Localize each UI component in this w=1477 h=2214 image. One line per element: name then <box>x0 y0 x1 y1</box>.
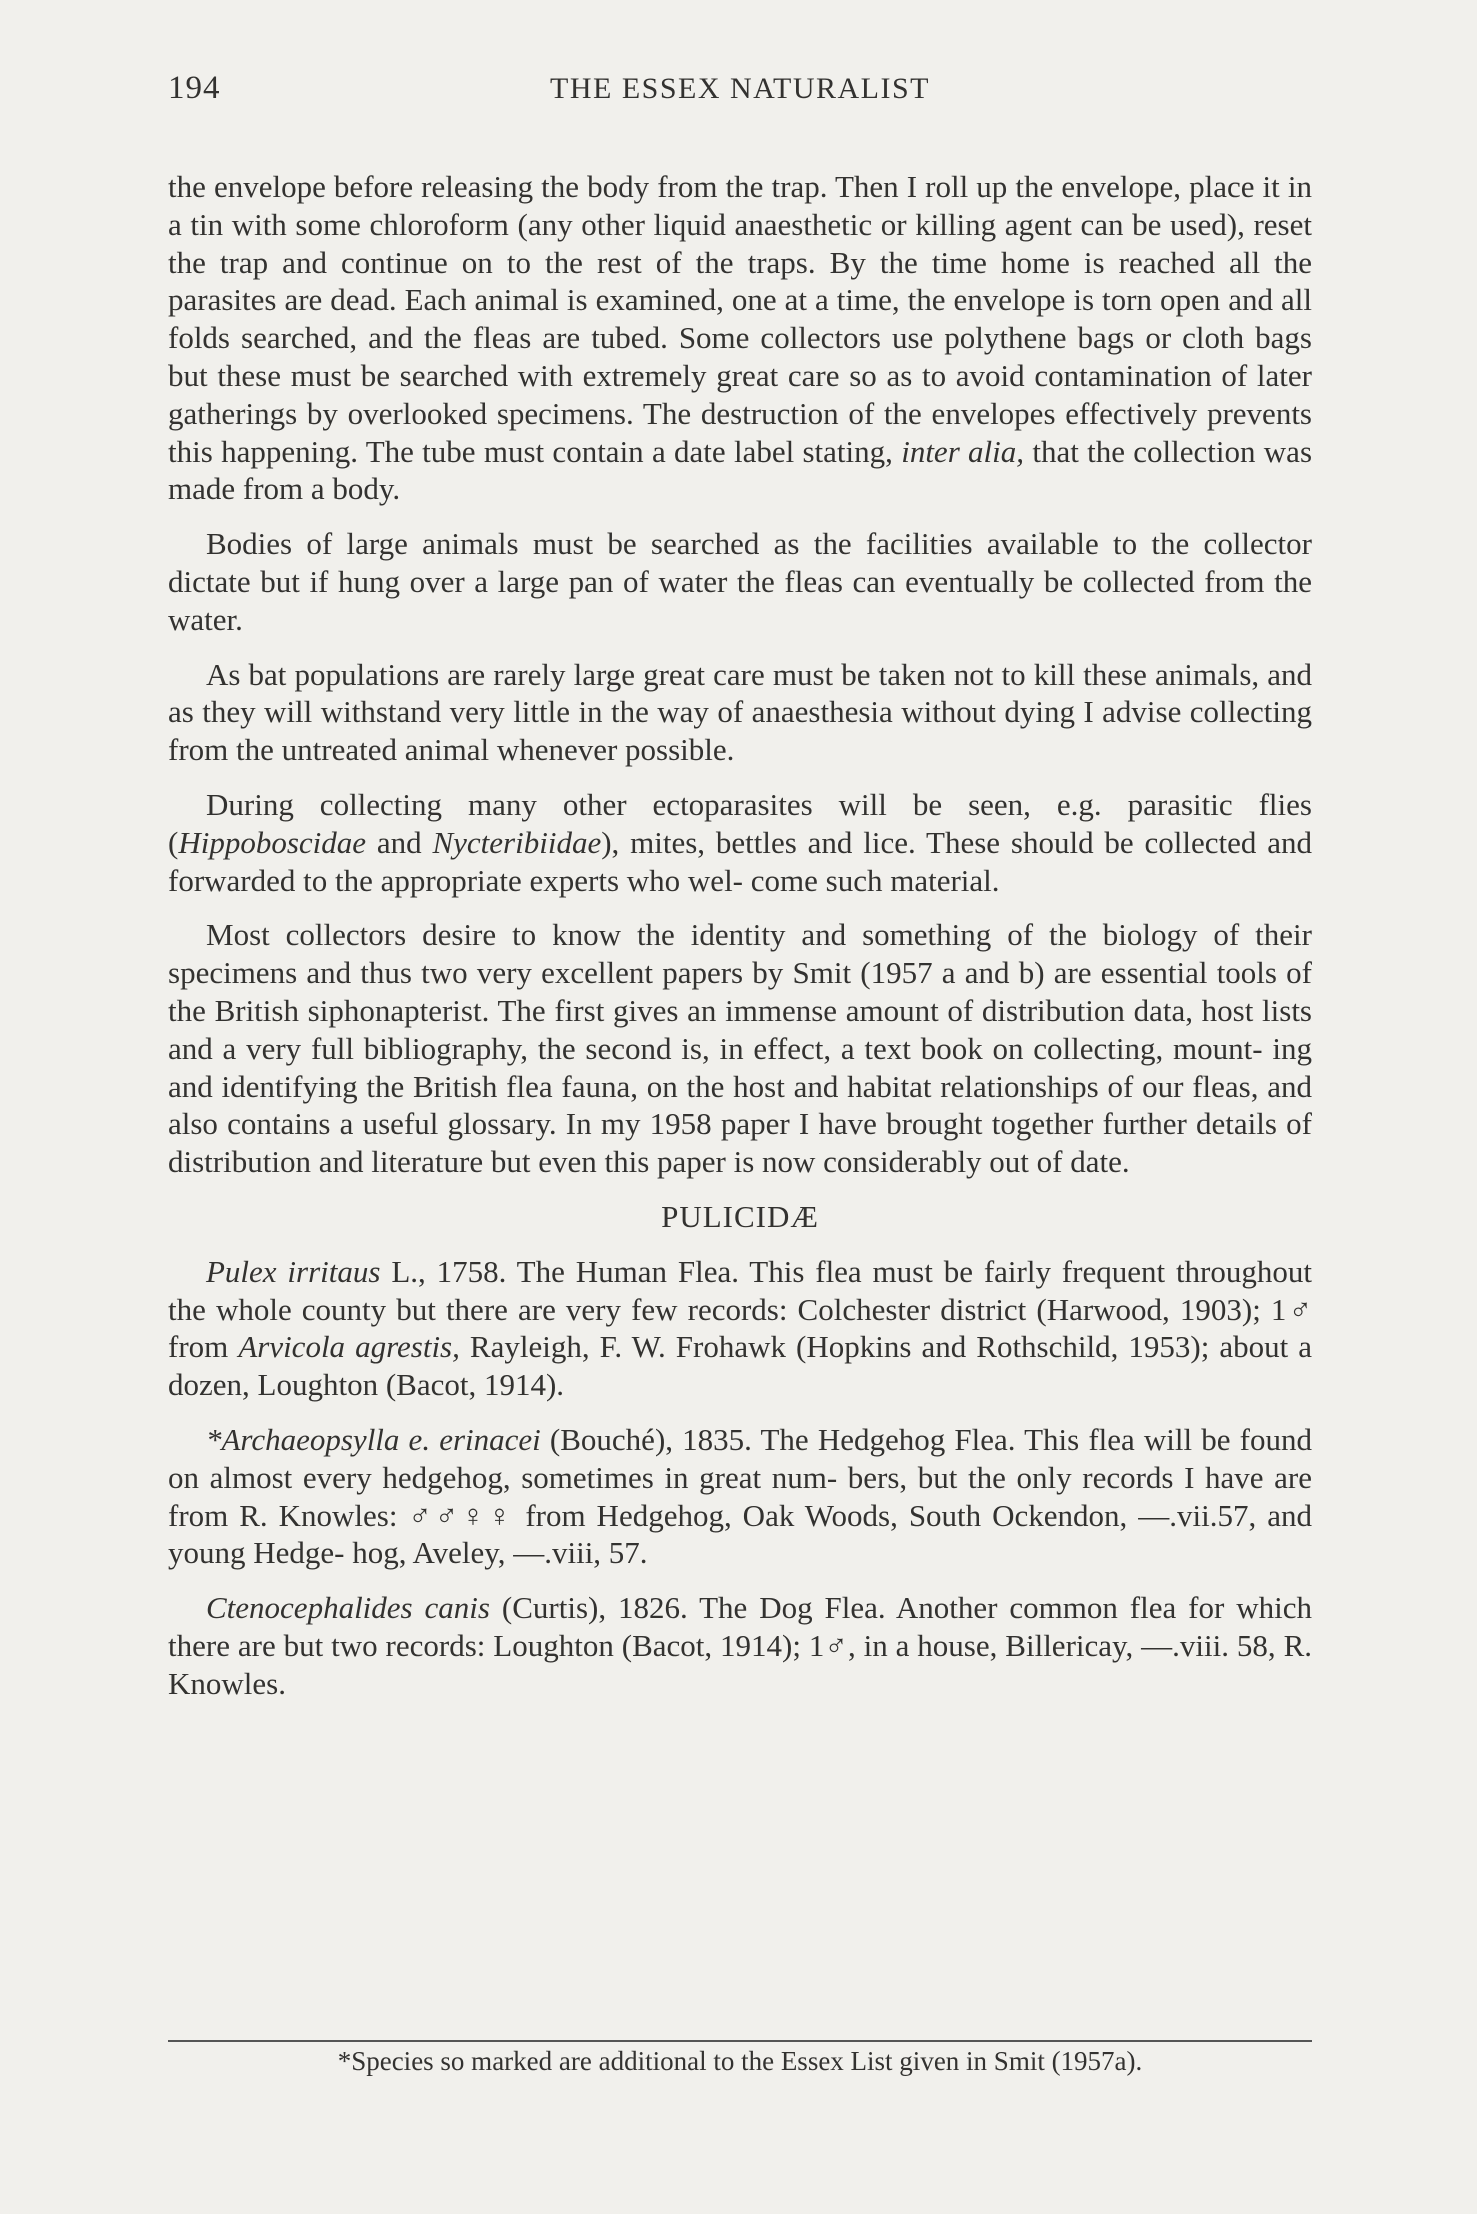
text-run: During collecting many other ectoparasites will be seen, e.g. parasitic flies ( <box>168 786 1312 860</box>
species-entry <box>168 1421 1312 1572</box>
text-run: L., 1758. The Human Flea. This flea must be fairly frequent throughout the whole county but there are very few records: Colchester district (Harwood, 1903); 1♂ from <box>168 1253 1312 1365</box>
paragraph <box>168 786 1312 899</box>
paragraph: Bodies of large animals must be searched as the facilities available to the collector dictate but if hung over a large pan of water the fleas can eventually be collected from the water. <box>168 526 1312 637</box>
text-run: that the collection was made from a body. <box>168 433 1313 507</box>
text-run: and <box>376 824 422 860</box>
italic-phrase: inter alia, <box>901 433 1025 469</box>
paragraph: As bat populations are rarely large great care must be taken not to kill these animals, and as they will withstand very little in the way of anaesthesia without dying I advise collecting from the untreated animal whenever possible. <box>168 656 1312 768</box>
taxon-name: Hippoboscidae <box>178 824 367 860</box>
section-heading: PULICIDÆ <box>661 1198 819 1234</box>
footnote: *Species so marked are additional to the Essex List given in Smit (1957a). <box>337 2046 1143 2076</box>
running-head <box>168 64 1312 114</box>
paragraph <box>168 168 1312 508</box>
taxon-name: Nycteribiidae <box>432 824 602 860</box>
text-run: Rayleigh, F. W. Frohawk (Hopkins and Rothschild, 1953); about a dozen, Loughton (Bacot, 1914). <box>168 1329 1313 1403</box>
article-body <box>168 168 1312 1719</box>
text-run: the envelope before releasing the body from the trap. Then I roll up the envelope, place it in a tin with some chloroform (any other liquid anaesthetic or killing agent can be used), reset the trap and continue on to the rest of the traps. By the time home is reached all the parasites are dead. Each animal is examined, one at a time, the envelope is torn open and all folds searched, and the fleas are tubed. Some collectors use polythene bags or cloth bags but these must be searched with extremely great care so as to avoid contamination of later gatherings by overlooked specimens. The destruction of the envelopes effectively prevents this happening. The tube must contain a date label stating, <box>168 169 1312 469</box>
text-run: (Bouché), 1835. The Hedgehog Flea. This flea will be found on almost every hedgehog, sometimes in great num- bers, but the only records I have are from R. Knowles: ♂♂♀♀ from Hedgehog, Oak Woods, South Ockendon, —.vii.57, and young Hedge- hog, Aveley, —.viii, 57. <box>168 1421 1312 1571</box>
paragraph: Most collectors desire to know the identity and something of the biology of their specimens and thus two very excellent papers by Smit (1957 a and b) are essential tools of the British siphonapterist. The first gives an immense amount of distribution data, host lists and a very full bibliography, the second is, in effect, a text book on collecting, mount- ing and identifying the British flea fauna, on the host and habitat relationships of our fleas, and also contains a useful glossary. In my 1958 paper I have brought together further details of distribution and literature but even this paper is now considerably out of date. <box>168 917 1312 1180</box>
text-run: (Curtis), 1826. The Dog Flea. Another common flea for which there are but two records: Loughton (Bacot, 1914); 1♂, in a house, Billericay, —.viii. 58, R. Knowles. <box>168 1590 1312 1701</box>
species-name: *Archaeopsylla e. erinacei <box>206 1421 541 1457</box>
species-name: Ctenocephalides canis <box>206 1590 490 1626</box>
species-entry <box>168 1589 1312 1702</box>
page-number: 194 <box>168 70 221 106</box>
footnote-rule <box>168 2040 1312 2042</box>
host-name: Arvicola agrestis, <box>238 1329 460 1365</box>
text-run: ), mites, bettles and lice. These should be collected and forwarded to the appropriate experts who wel- come such material. <box>168 824 1312 898</box>
journal-title: THE ESSEX NATURALIST <box>550 72 930 105</box>
species-name: Pulex irritaus <box>206 1253 381 1289</box>
species-entry <box>168 1253 1312 1404</box>
